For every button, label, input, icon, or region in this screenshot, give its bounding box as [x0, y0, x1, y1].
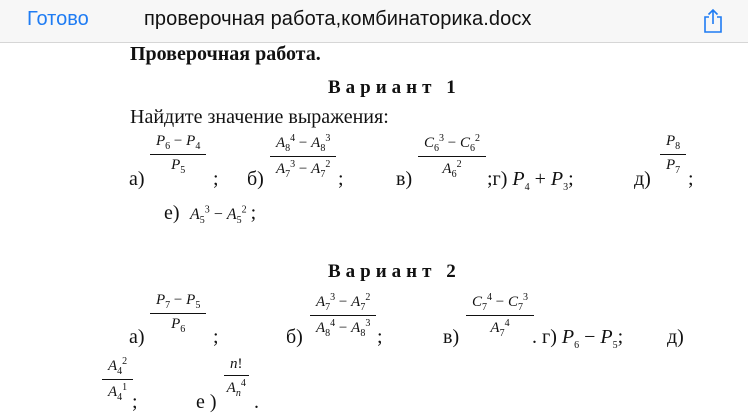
fraction-v1-d: $\frac{P_8}{P_7}$ [660, 133, 686, 176]
task-text: Найдите значение выражения: [130, 106, 389, 128]
expression-v2-g: . г) $P_6 - P_5$; [532, 326, 624, 351]
fraction-v1-v: $\frac{C_6^3 - C_6^2}{A_6^2}$ [418, 133, 486, 180]
document-title: проверочная работа,комбинаторика.docx [144, 8, 532, 30]
variant-2-title: Вариант 2 [328, 261, 461, 282]
label-v1-v: в) [396, 168, 413, 190]
label-v2-v: в) [443, 326, 460, 348]
label-v2-b: б) [286, 326, 303, 348]
top-toolbar [0, 0, 748, 43]
label-v1-d: д) [634, 168, 651, 190]
fraction-v2-v: $\frac{C_7^4 - C_7^3}{A_7^4}$ [466, 292, 534, 339]
label-v2-g: . г) [532, 326, 557, 348]
expression-v1-e: $A_5^3 - A_5^2$ ; [190, 202, 257, 227]
label-v1-a: а) [129, 168, 145, 190]
done-button[interactable]: Готово [27, 8, 89, 30]
semicolon: ; [377, 326, 383, 348]
semicolon: ; [250, 202, 257, 224]
share-icon[interactable] [702, 8, 724, 34]
document-body [0, 43, 748, 420]
label-v2-e: е ) [196, 391, 217, 413]
fraction-v2-d: $\frac{A_4^2}{A_4^1}$ [102, 356, 133, 403]
semicolon: ; [132, 391, 138, 413]
label-v2-d: д) [667, 326, 684, 348]
fraction-v2-e: $\frac{n!}{A_n^4}$ [224, 356, 249, 399]
label-v2-a: а) [129, 326, 145, 348]
fraction-v2-a: $\frac{P_7 - P_5}{P_6}$ [150, 292, 206, 335]
semicolon: ; [688, 168, 694, 190]
semicolon: ; [213, 326, 219, 348]
period: . [254, 391, 259, 413]
label-v1-g: ;г) [487, 168, 508, 190]
fraction-v1-a: $\frac{P_6 - P_4}{P_5}$ [150, 133, 206, 176]
fraction-v1-b: $\frac{A_8^4 - A_8^3}{A_7^3 - A_7^2}$ [270, 133, 336, 180]
semicolon: ; [338, 168, 344, 190]
label-v1-e: е) [164, 202, 180, 224]
expression-v1-g: ;г) $P_4 + P_3$; [487, 168, 574, 193]
variant-1-title: Вариант 1 [328, 77, 461, 98]
semicolon: ; [213, 168, 219, 190]
doc-heading: Проверочная работа. [130, 43, 321, 65]
fraction-v2-b: $\frac{A_7^3 - A_7^2}{A_8^4 - A_8^3}$ [310, 292, 376, 339]
label-v1-b: б) [247, 168, 264, 190]
